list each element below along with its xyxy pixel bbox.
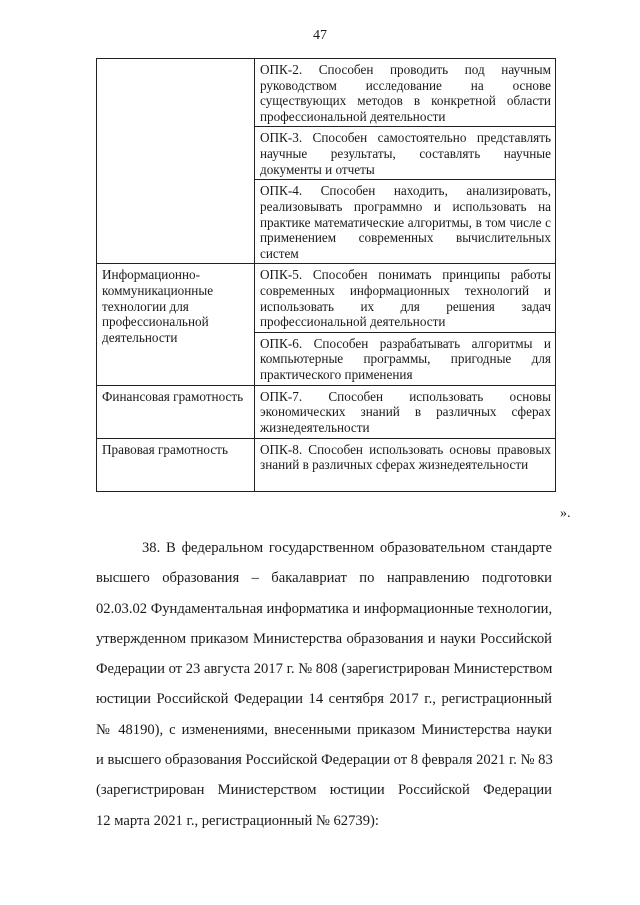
- table-row: [97, 264, 556, 332]
- paragraph-line: (зарегистрирован Министерством юстиции Российской Федерации: [96, 782, 552, 799]
- competency-cell-opk-3: ОПК-3. Способен самостоятельно представлять научные результаты, составлять научные документы и отчеты: [255, 127, 556, 180]
- category-cell-ict: Информационно-коммуникационные технологии для профессиональной деятельности: [97, 264, 255, 385]
- competency-cell-opk-8: ОПК-8. Способен использовать основы правовых знаний в различных сферах жизнедеятельности: [255, 438, 556, 491]
- paragraph-line: 02.03.02 Фундаментальная информатика и информационные технологии,: [96, 600, 553, 617]
- category-cell-law: Правовая грамотность: [97, 438, 255, 491]
- body-paragraph: [96, 533, 552, 836]
- page-number: 47: [313, 28, 327, 43]
- paragraph-line: утвержденном приказом Министерства образования и науки Российской: [96, 630, 552, 647]
- competencies-table: [96, 58, 556, 492]
- table-row: [97, 438, 556, 491]
- paragraph-line: 38. В федеральном государственном образовательном стандарте: [142, 540, 552, 556]
- competency-cell-opk-5: ОПК-5. Способен понимать принципы работы современных информационных технологий и использовать их для решения задач профессиональной деятельности: [255, 264, 556, 332]
- competency-cell-opk-2: ОПК-2. Способен проводить под научным руководством исследование на основе существующих методов в конкретной области профессиональной деятельности: [255, 59, 556, 127]
- closing-quote: ».: [560, 506, 571, 521]
- category-cell: [97, 59, 255, 264]
- competency-cell-opk-6: ОПК-6. Способен разрабатывать алгоритмы и компьютерные программы, пригодные для практического применения: [255, 332, 556, 385]
- competency-cell-opk-4: ОПК-4. Способен находить, анализировать, реализовывать программно и использовать на практике математические алгоритмы, в том числе с применением современных вычислительных систем: [255, 180, 556, 264]
- paragraph-line: высшего образования – бакалавриат по направлению подготовки: [96, 570, 552, 587]
- paragraph-line: и высшего образования Российской Федерации от 8 февраля 2021 г. № 83: [96, 752, 553, 769]
- paragraph-line: 12 марта 2021 г., регистрационный № 62739):: [96, 812, 379, 829]
- paragraph-line: № 48190), с изменениями, внесенными приказом Министерства науки: [96, 721, 552, 738]
- paragraph-line: Федерации от 23 августа 2017 г. № 808 (зарегистрирован Министерством: [96, 661, 553, 678]
- category-cell-finance: Финансовая грамотность: [97, 385, 255, 438]
- table-row: [97, 59, 556, 127]
- table-row: [97, 385, 556, 438]
- paragraph-line: юстиции Российской Федерации 14 сентября 2017 г., регистрационный: [96, 691, 552, 708]
- competency-cell-opk-7: ОПК-7. Способен использовать основы экономических знаний в различных сферах жизнедеятельности: [255, 385, 556, 438]
